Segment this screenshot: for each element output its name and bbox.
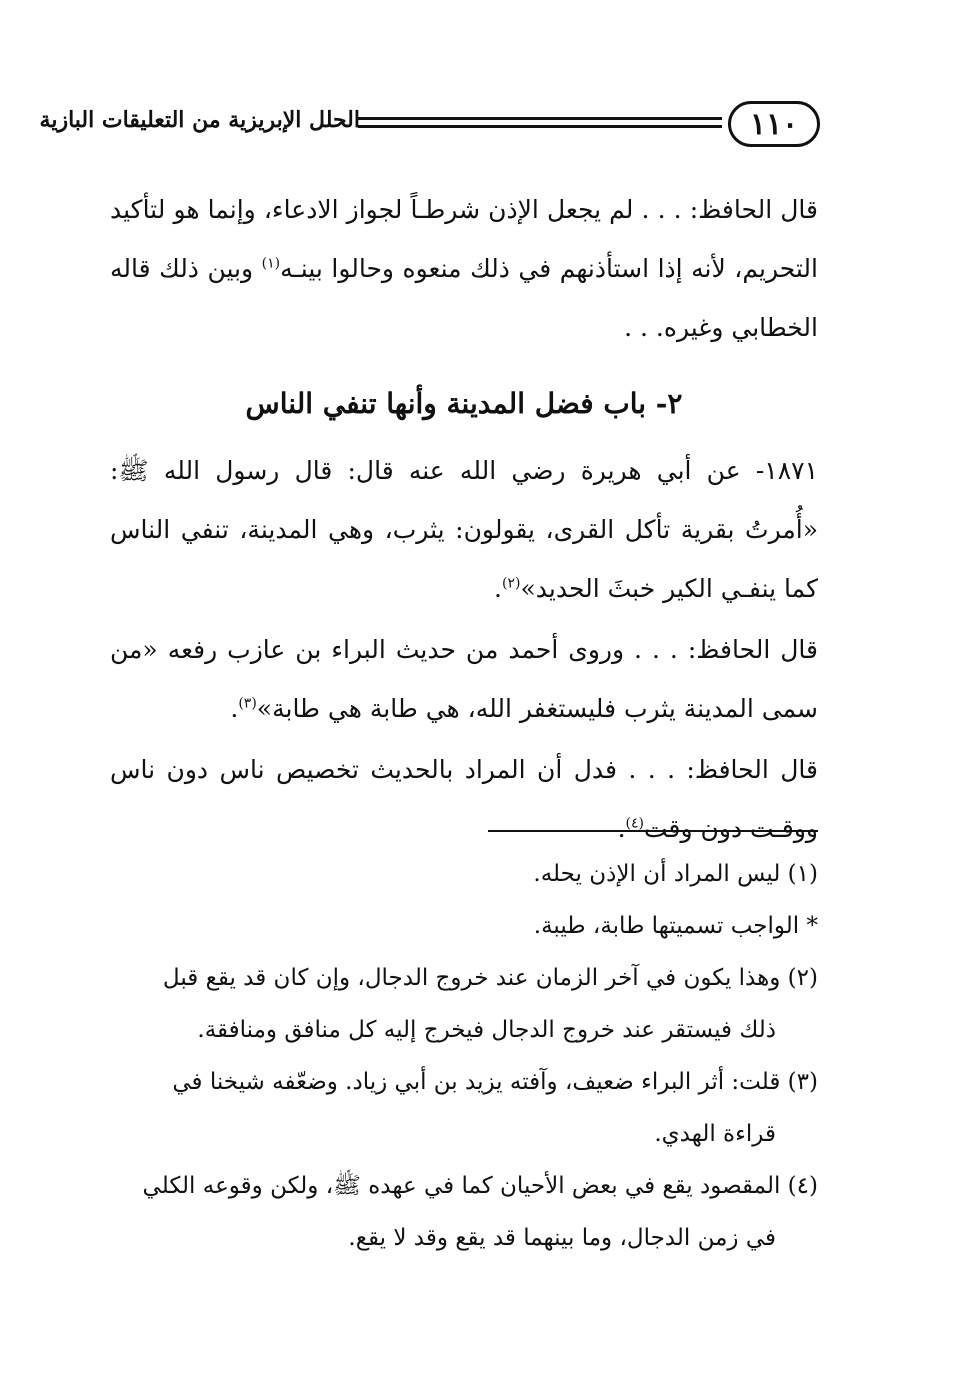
paragraph-text: وبين ذلك قاله الخطابي وغيره. . .: [110, 254, 818, 342]
footnote-separator: [488, 830, 818, 832]
chapter-heading: ٢- باب فضل المدينة وأنها تنفي الناس: [245, 387, 683, 420]
paragraph-text: ١٨٧١- عن أبي هريرة رضي الله عنه قال: قال رسول الله ﷺ: «أُمرتُ بقرية تأكل القرى، يقولون: يثرب، وهي المدينة، تنفي الناس كما ينفـي الكير خبثَ الحديد»: [110, 456, 818, 603]
footnote-ref: (٤): [625, 815, 644, 832]
footnote-continuation: في زمن الدجال، وما بينهما قد يقع وقد لا يقع.: [348, 1225, 776, 1251]
paragraph-text: .: [494, 574, 502, 603]
footnote: [110, 848, 818, 900]
paragraph-hafiz-2: [110, 620, 818, 738]
header-rule: [358, 117, 722, 128]
footnotes: [110, 848, 818, 1264]
main-text: [110, 180, 818, 858]
footnote-ref: (٣): [238, 695, 257, 712]
footnote-ref: (١): [261, 255, 281, 272]
paragraph-text: .: [617, 814, 626, 843]
book-title: الحلل الإبريزية من التعليقات البازية: [39, 107, 360, 133]
footnote-text: (٢) وهذا يكون في آخر الزمان عند خروج الدجال، وإن كان قد يقع قبل: [162, 965, 818, 991]
footnote-text: (١) ليس المراد أن الإذن يحله.: [533, 861, 818, 887]
hadith-paragraph: [110, 441, 818, 618]
footnote-text: (٣) قلت: أثر البراء ضعيف، وآفته يزيد بن أبي زياد. وضعّفه شيخنا في: [172, 1069, 818, 1095]
footnote: [110, 952, 818, 1056]
paragraph-hafiz-1: [110, 180, 818, 357]
footnote-ref: (٢): [502, 575, 521, 592]
page-number: ١١٠: [728, 101, 820, 147]
paragraph-text: قال الحافظ: . . . لم يجعل الإذن شرطـاً لجواز الادعاء، وإنما هو لتأكيد التحريم، لأنه إذا استأذنهم في ذلك منعوه وحالوا بينـه: [110, 195, 818, 283]
footnote-continuation: قراءة الهدي.: [654, 1121, 776, 1147]
paragraph-hafiz-3: [110, 740, 818, 858]
footnote: [110, 1056, 818, 1160]
paragraph-text: قال الحافظ: . . . وروى أحمد من حديث البراء بن عازب رفعه «من سمى المدينة يثرب فليستغفر الله، هي طابة هي طابة»: [110, 635, 818, 723]
footnote-text: * الواجب تسميتها طابة، طيبة.: [533, 913, 818, 939]
paragraph-text: قال الحافظ: . . . فدل أن المراد بالحديث تخصيص ناس دون ناس ووقـت دون وقت: [110, 755, 818, 843]
paragraph-text: .: [230, 694, 239, 723]
footnote-text: (٤) المقصود يقع في بعض الأحيان كما في عهده ﷺ، ولكن وقوعه الكلي: [142, 1173, 818, 1199]
page-header: [39, 97, 820, 157]
footnote: [110, 1160, 818, 1264]
footnote-continuation: ذلك فيستقر عند خروج الدجال فيخرج إليه كل منافق ومنافقة.: [197, 1017, 776, 1043]
footnote: [110, 900, 818, 952]
